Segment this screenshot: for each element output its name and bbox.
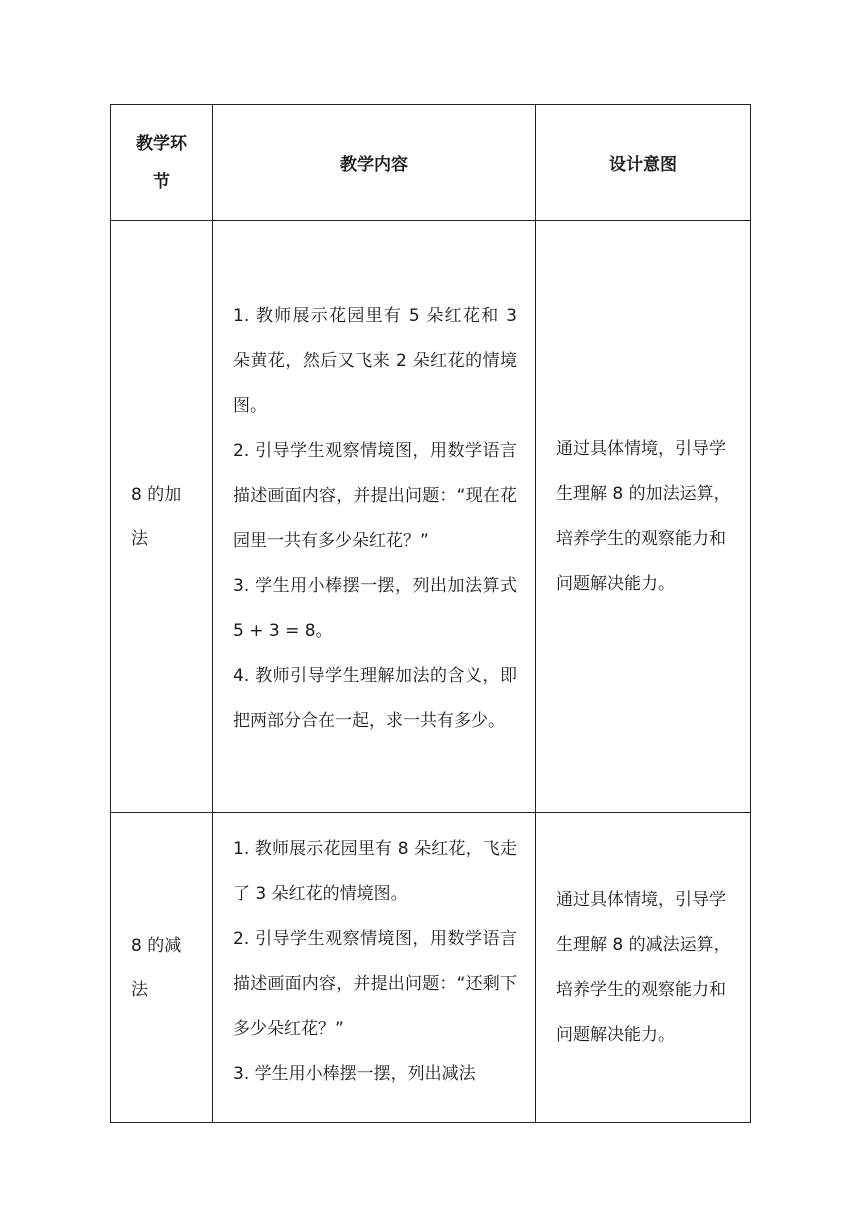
header-intent xyxy=(536,105,751,221)
content-item: 2. 引导学生观察情境图，用数学语言描述画面内容，并提出问题：“现在花园里一共有多少朵红花？” xyxy=(233,440,517,551)
intent-cell xyxy=(536,813,751,1123)
content-item: 1. 教师展示花园里有 5 朵红花和 3 朵黄花，然后又飞来 2 朵红花的情境图。 xyxy=(233,305,517,416)
table-row xyxy=(111,221,751,813)
lesson-plan-table xyxy=(110,104,751,1123)
header-intent-label: 设计意图 xyxy=(609,155,677,175)
content-cell xyxy=(213,221,536,813)
stage-cell xyxy=(111,221,213,813)
content-item: 3. 学生用小棒摆一摆，列出加法算式 5 + 3 = 8。 xyxy=(233,575,517,641)
stage-label: 8 的减法 xyxy=(131,935,182,1000)
table-header-row xyxy=(111,105,751,221)
table-row xyxy=(111,813,751,1123)
header-content xyxy=(213,105,536,221)
content-item: 1. 教师展示花园里有 8 朵红花，飞走了 3 朵红花的情境图。 xyxy=(233,839,517,904)
content-item: 4. 教师引导学生理解加法的含义，即把两部分合在一起，求一共有多少。 xyxy=(233,665,517,731)
content-item: 2. 引导学生观察情境图，用数学语言描述画面内容，并提出问题：“还剩下多少朵红花？” xyxy=(233,929,517,1039)
stage-label: 8 的加法 xyxy=(131,484,182,549)
content-item: 3. 学生用小棒摆一摆，列出减法 xyxy=(233,1064,476,1084)
header-stage xyxy=(111,105,213,221)
header-stage-label: 教学环节 xyxy=(136,133,187,192)
stage-cell xyxy=(111,813,213,1123)
intent-text: 通过具体情境，引导学生理解 8 的减法运算，培养学生的观察能力和问题解决能力。 xyxy=(556,889,731,1045)
content-cell xyxy=(213,813,536,1123)
intent-cell xyxy=(536,221,751,813)
header-content-label: 教学内容 xyxy=(340,155,408,175)
intent-text: 通过具体情境，引导学生理解 8 的加法运算，培养学生的观察能力和问题解决能力。 xyxy=(556,438,731,594)
